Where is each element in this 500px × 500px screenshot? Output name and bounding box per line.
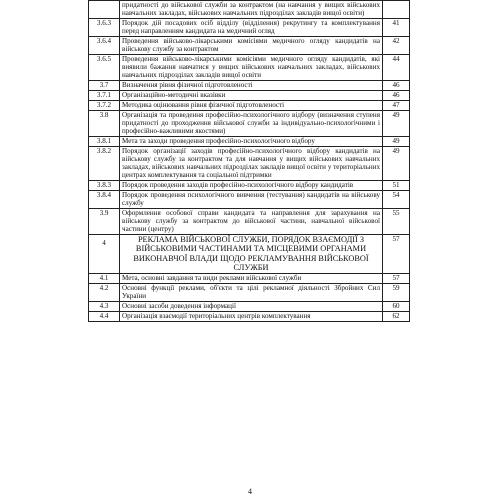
- toc-number: 3.6.4: [89, 36, 120, 54]
- toc-title: Організаційно-методичні вказівки: [120, 90, 383, 100]
- toc-page: 59: [383, 283, 410, 301]
- toc-page: 57: [383, 234, 410, 273]
- toc-title: придатності до військової служби за контрактом (на навчання у вищих військових навчальних закладах, військових навчальних підрозділах закладів вищої освіти): [120, 1, 383, 19]
- toc-number: 4: [89, 234, 120, 273]
- toc-number: 3.9: [89, 208, 120, 234]
- toc-number: 3.7.1: [89, 90, 120, 100]
- toc-page: 42: [383, 36, 410, 54]
- toc-row: [89, 274, 410, 284]
- toc-row: [89, 136, 410, 146]
- toc-title: РЕКЛАМА ВІЙСЬКОВОЇ СЛУЖБИ, ПОРЯДОК ВЗАЄМОДІЇ З ВІЙСЬКОВИМИ ЧАСТИНАМИ ТА МІСЦЕВИМИ ОРГАНАМИ ВИКОНАВЧОЇ ВЛАДИ ЩОДО РЕКЛАМУВАННЯ ВІЙСЬКОВОЇ СЛУЖБИ: [120, 234, 383, 273]
- toc-number: 4.1: [89, 274, 120, 284]
- toc-number: 3.7.2: [89, 100, 120, 110]
- toc-title: Порядок організації заходів професійно-психологічного відбору кандидатів на військову службу за контрактом та для навчання у вищих військових навчальних закладах, військових навчальних підрозділах закладів вищої освіти у територіальних центрах комплектування та соціальної підтримки: [120, 146, 383, 180]
- toc-number: 3.8.2: [89, 146, 120, 180]
- toc-row: [89, 234, 410, 273]
- toc-title: Мета та заходи проведення професійно-психологічного відбору: [120, 136, 383, 146]
- toc-title: Порядок дій посадових осіб відділу (відділення) рекрутингу та комплектування перед направленням кандидата на медичний огляд: [120, 18, 383, 36]
- toc-row: [89, 283, 410, 301]
- toc-number: 3.7: [89, 80, 120, 90]
- toc-page: 57: [383, 274, 410, 284]
- toc-title: Мета, основні завдання та види реклами військової служби: [120, 274, 383, 284]
- toc-row: [89, 180, 410, 190]
- toc-title: Основні функції реклами, об'єкти та цілі рекламної діяльності Збройних Сил України: [120, 283, 383, 301]
- toc-page: 55: [383, 208, 410, 234]
- toc-number: 4.3: [89, 301, 120, 311]
- toc-page: 60: [383, 301, 410, 311]
- toc-number: 4.4: [89, 311, 120, 321]
- toc-page: 62: [383, 311, 410, 321]
- toc-title: Основні засоби доведення інформації: [120, 301, 383, 311]
- toc-title: Порядок проведення заходів професійно-психологічного відбору кандидатів: [120, 180, 383, 190]
- toc-row: [89, 110, 410, 136]
- toc-number: 3.6.5: [89, 54, 120, 80]
- toc-row: [89, 1, 410, 19]
- toc-number: 3.8.4: [89, 190, 120, 208]
- toc-number: [89, 1, 120, 19]
- toc-number: 3.8.1: [89, 136, 120, 146]
- toc-title: Оформлення особової справи кандидата та направлення для зарахування на військову службу за контрактом до військової частини, навчальної військової частини (центру): [120, 208, 383, 234]
- toc-number: 3.6.3: [89, 18, 120, 36]
- toc-page: 51: [383, 180, 410, 190]
- toc-title: Методика оцінювання рівня фізичної підготовленості: [120, 100, 383, 110]
- toc-row: [89, 311, 410, 321]
- toc-row: [89, 146, 410, 180]
- toc-page: 49: [383, 146, 410, 180]
- toc-page: 46: [383, 90, 410, 100]
- toc-number: 3.8: [89, 110, 120, 136]
- toc-row: [89, 190, 410, 208]
- toc-title: Організація взаємодії територіальних центрів комплектування: [120, 311, 383, 321]
- toc-row: [89, 54, 410, 80]
- table-of-contents: [88, 0, 410, 322]
- toc-row: [89, 301, 410, 311]
- toc-page: 44: [383, 54, 410, 80]
- toc-page: [383, 1, 410, 19]
- toc-page: 47: [383, 100, 410, 110]
- toc-number: 3.8.3: [89, 180, 120, 190]
- toc-page: 54: [383, 190, 410, 208]
- toc-row: [89, 18, 410, 36]
- toc-row: [89, 36, 410, 54]
- toc-page: 49: [383, 136, 410, 146]
- toc-page: 41: [383, 18, 410, 36]
- toc-row: [89, 90, 410, 100]
- toc-number: 4.2: [89, 283, 120, 301]
- toc-title: Проведення військово-лікарськими комісіями медичного огляду кандидатів на військову службу за контрактом: [120, 36, 383, 54]
- toc-page: 46: [383, 80, 410, 90]
- toc-row: [89, 80, 410, 90]
- page-number: 4: [248, 487, 252, 496]
- toc-title: Організація та проведення професійно-психологічного відбору (визначення ступеня придатності до проходження військової служби за індивідуально-психологічними і професійно-важливими якостями): [120, 110, 383, 136]
- toc-title: Визначення рівня фізичної підготовленості: [120, 80, 383, 90]
- toc-row: [89, 208, 410, 234]
- toc-title: Порядок проведення психологічного вивчення (тестування) кандидатів на військову службу: [120, 190, 383, 208]
- toc-row: [89, 100, 410, 110]
- toc-title: Проведення військово-лікарськими комісіями медичного огляду кандидатів, які виявили бажання навчатися у вищих військових навчальних закладах, військових навчальних підрозділах закладів вищої освіти: [120, 54, 383, 80]
- toc-page: 49: [383, 110, 410, 136]
- toc-body: [89, 1, 410, 322]
